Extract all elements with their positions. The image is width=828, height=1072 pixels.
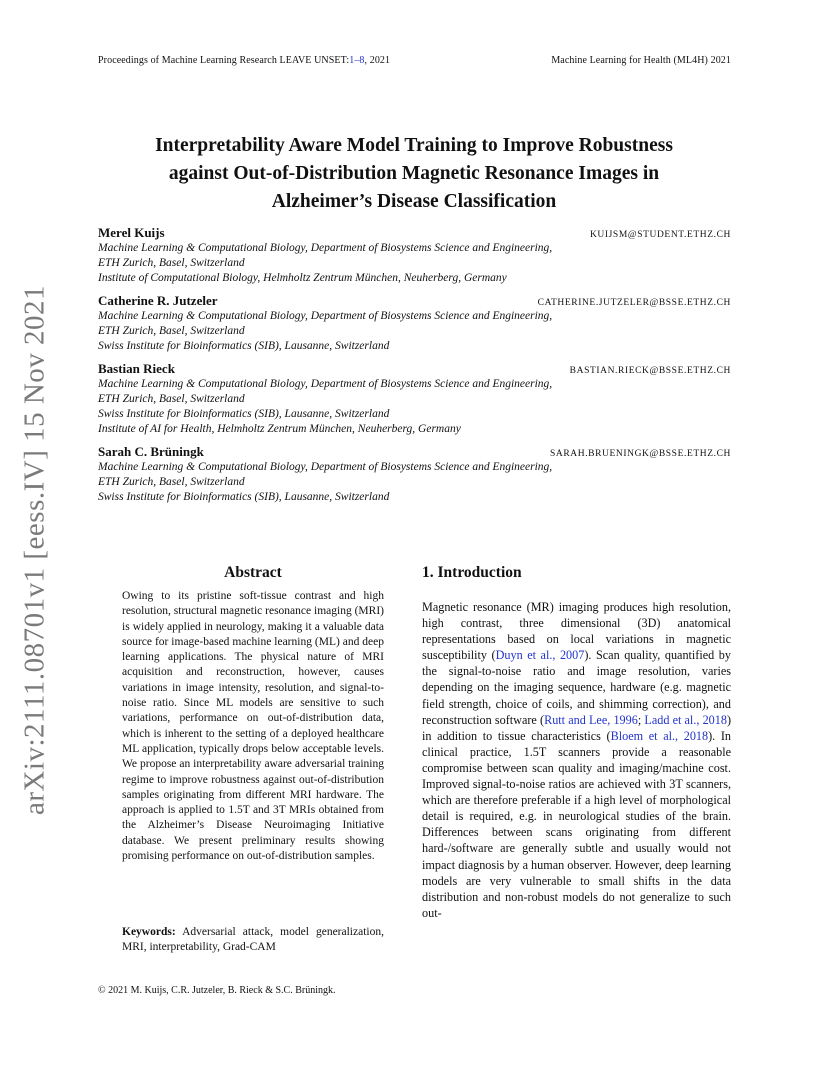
author-block — [98, 293, 731, 354]
author-name: Sarah C. Brüningk — [98, 444, 204, 459]
intro-text-segment: Magnetic resonance (MR) imaging produces high resolution, high contrast, three dimensional (3D) anatomical representations based on local variations in magnetic susceptibility ( — [422, 600, 731, 663]
introduction-text — [422, 599, 731, 921]
citation-link[interactable]: Ladd et al., 2018 — [644, 712, 727, 727]
author-block — [98, 444, 731, 505]
running-header-right: Machine Learning for Health (ML4H) 2021 — [551, 55, 731, 66]
author-email: KUIJSM@STUDENT.ETHZ.CH — [589, 230, 731, 240]
keywords-list: Adversarial attack, model generalization, MRI, interpretability, Grad-CAM — [122, 926, 384, 954]
author-name: Bastian Rieck — [98, 361, 175, 376]
intro-text-segment: ). Scan quality, quantified by the signal-to-noise ratio and image resolution, varies depending on the imaging sequence, hardware (e.g. magnetic field strength, choice of coils, and shimming correction), and reconstruction software ( — [422, 648, 731, 727]
intro-text-segment: ). In clinical practice, 1.5T scanners provide a reasonable compromise between scan quality and imaging/machine cost. Improved signal-to-noise ratios are achieved with 3T scanners, which are therefore preferable if a high level of morphological detail is required, e.g. in neurological studies of the brain. Differences between scans originating from different hard-/software are generally subtle and usually would not impact diagnosis by a human observer. However, deep learning models are very vulnerable to small shifts in the data distribution and non-robust models do not generalize to such out- — [422, 728, 732, 920]
author-affiliation: Machine Learning & Computational Biology, Department of Biosystems Science and Engineering, — [98, 310, 553, 322]
running-header-left — [98, 55, 390, 66]
author-affiliation: Swiss Institute for Bioinformatics (SIB), Lausanne, Switzerland — [98, 491, 390, 503]
author-email: BASTIAN.RIECK@BSSE.ETHZ.CH — [569, 366, 731, 376]
author-affiliation: Machine Learning & Computational Biology, Department of Biosystems Science and Engineering, — [98, 378, 553, 390]
author-affiliation: ETH Zurich, Basel, Switzerland — [98, 393, 245, 405]
arxiv-stamp-text: arXiv:2111.08701v1 [eess.IV] 15 Nov 2021 — [18, 284, 51, 816]
author-affiliation: Swiss Institute for Bioinformatics (SIB), Lausanne, Switzerland — [98, 340, 390, 352]
arxiv-stamp — [10, 285, 60, 815]
keywords-label: Keywords: — [122, 926, 176, 938]
author-affiliation: Machine Learning & Computational Biology, Department of Biosystems Science and Engineering, — [98, 461, 553, 473]
page-range-link[interactable]: 1–8 — [349, 55, 365, 66]
citation-link[interactable]: Rutt and Lee, 1996 — [544, 712, 638, 727]
author-affiliation: Institute of AI for Health, Helmholtz Zentrum München, Neuherberg, Germany — [98, 423, 461, 435]
author-list — [98, 225, 731, 512]
proceedings-year: , 2021 — [364, 55, 391, 66]
author-affiliation: Machine Learning & Computational Biology, Department of Biosystems Science and Engineering, — [98, 242, 553, 254]
intro-text-segment: ) in addition to tissue characteristics ( — [422, 712, 732, 743]
title-line-3: Alzheimer’s Disease Classification — [271, 191, 557, 212]
citation-link[interactable]: Bloem et al., 2018 — [610, 728, 709, 743]
author-affiliation: ETH Zurich, Basel, Switzerland — [98, 325, 245, 337]
citation-link[interactable]: Duyn et al., 2007 — [495, 648, 585, 663]
abstract-heading: Abstract — [224, 564, 282, 581]
author-email: SARAH.BRUENINGK@BSSE.ETHZ.CH — [550, 449, 731, 459]
title-line-2: against Out-of-Distribution Magnetic Resonance Images in — [168, 163, 660, 184]
author-affiliation: Swiss Institute for Bioinformatics (SIB), Lausanne, Switzerland — [98, 408, 390, 420]
proceedings-text: Proceedings of Machine Learning Research LEAVE UNSET: — [98, 55, 350, 66]
introduction-heading: 1. Introduction — [422, 564, 522, 581]
author-block — [98, 225, 731, 286]
abstract-text: Owing to its pristine soft-tissue contrast and high resolution, structural magnetic resonance imaging (MRI) is widely applied in neurology, making it a valuable data source for image-based machine learning (ML) and deep learning applications. The physical nature of MRI acquisition and reconstruction, however, causes variations in image intensity, resolution, and signal-to-noise ratio. Since ML models are sensitive to such variations, performance on out-of-distribution data, which is inherent to the setting of a deployed healthcare ML application, typically drops below acceptable levels. We propose an interpretability aware adversarial training regime to improve robustness against out-of-distribution samples originating from different MRI hardware. The approach is applied to 1.5T and 3T MRIs obtained from the Alzheimer’s Disease Neuroimaging Initiative database. We present preliminary results showing promising performance on out-of-distribution samples. — [122, 590, 384, 863]
author-affiliation: Institute of Computational Biology, Helmholtz Zentrum München, Neuherberg, Germany — [98, 272, 507, 284]
author-name: Merel Kuijs — [98, 225, 165, 240]
copyright-footer: © 2021 M. Kuijs, C.R. Jutzeler, B. Rieck & S.C. Brüningk. — [98, 985, 336, 996]
author-email: CATHERINE.JUTZELER@BSSE.ETHZ.CH — [537, 298, 731, 308]
author-affiliation: ETH Zurich, Basel, Switzerland — [98, 257, 245, 269]
title-line-1: Interpretability Aware Model Training to Improve Robustness — [155, 135, 673, 156]
paper-title — [80, 132, 748, 216]
author-block — [98, 361, 731, 437]
author-affiliation: ETH Zurich, Basel, Switzerland — [98, 476, 245, 488]
intro-text-segment: ; — [637, 712, 645, 727]
author-name: Catherine R. Jutzeler — [98, 293, 218, 308]
keywords — [122, 925, 384, 956]
